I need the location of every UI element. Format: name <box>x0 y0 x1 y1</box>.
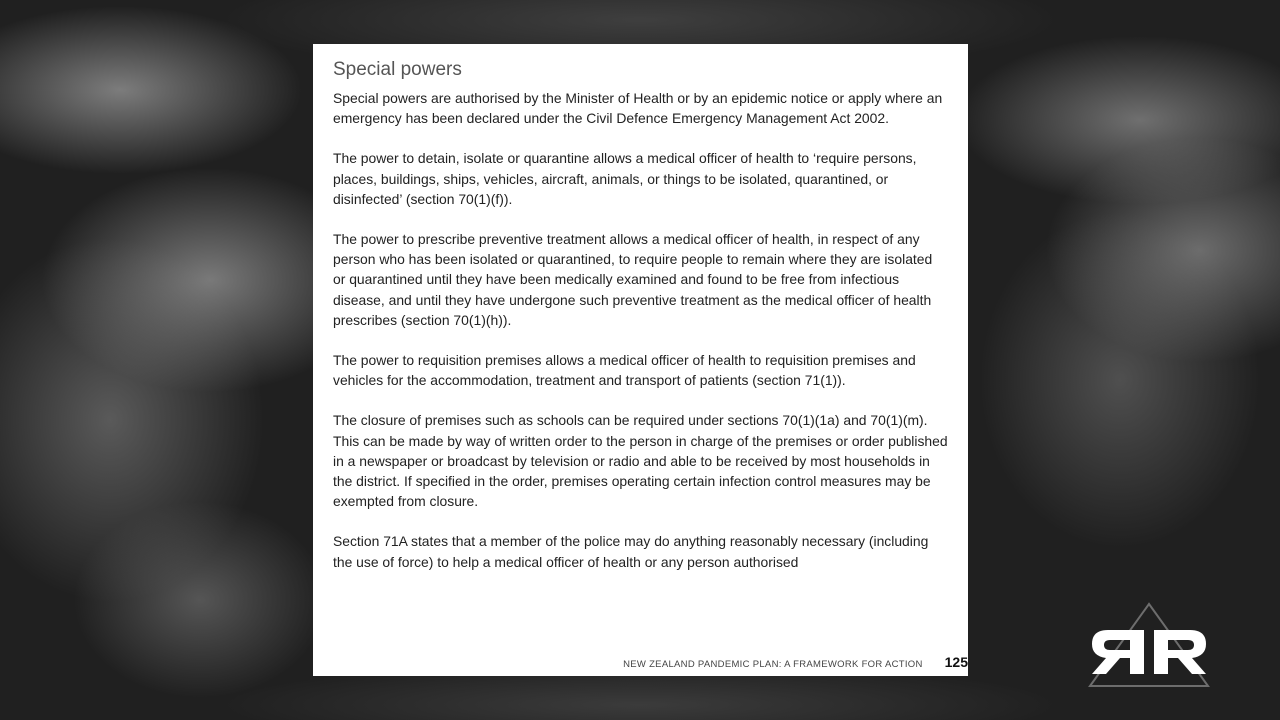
paragraph: The power to detain, isolate or quarantine allows a medical officer of health to ‘require persons, places, buildings, ships, vehicles, aircraft, animals, or things to be isolated, quarantined, or disinfected’ (section 70(1)(f)). <box>333 150 917 207</box>
section-heading: Special powers <box>333 59 462 80</box>
paragraph: Special powers are authorised by the Minister of Health or by an epidemic notice or apply where an emergency has been declared under the Civil Defence Emergency Management Act 2002. <box>333 90 943 127</box>
paragraph: Section 71A states that a member of the police may do anything reasonably necessary (including the use of force) to help a medical officer of health or any person authorised <box>333 533 929 570</box>
paragraph: The power to prescribe preventive treatment allows a medical officer of health, in respect of any person who has been isolated or quarantined, to require people to remain where they are isolated or quarantined until they have been medically examined and found to be free from infectious disease, and until they have undergone such preventive treatment as the medical officer of health prescribes (section 70(1)(h)). <box>333 231 933 328</box>
page-footer <box>623 654 968 670</box>
footer-title: NEW ZEALAND PANDEMIC PLAN: A FRAMEWORK FOR ACTION <box>623 659 923 670</box>
rr-monogram-logo-icon <box>1086 600 1212 690</box>
paragraph: The power to requisition premises allows a medical officer of health to requisition premises and vehicles for the accommodation, treatment and transport of patients (section 71(1)). <box>333 352 916 389</box>
page-number: 125 <box>944 654 968 670</box>
paragraph: The closure of premises such as schools can be required under sections 70(1)(1a) and 70(1)(m). This can be made by way of written order to the person in charge of the premises or order published in a newspaper or broadcast by television or radio and able to be received by most households in the district. If specified in the order, premises operating certain infection control measures may be exempted from closure. <box>333 412 948 510</box>
document-page <box>313 44 968 676</box>
